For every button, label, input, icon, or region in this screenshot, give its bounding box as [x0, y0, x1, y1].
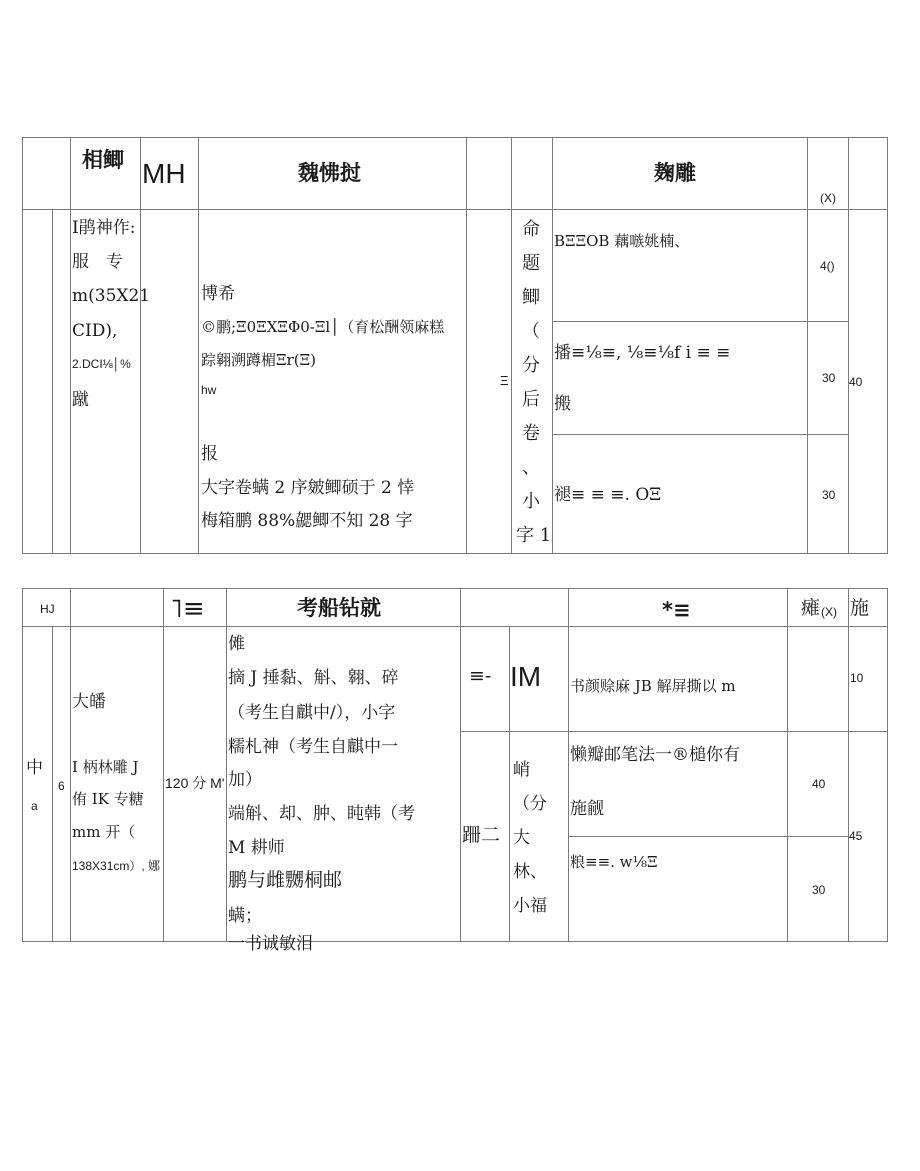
table-2-header-cell: 瘫 [801, 597, 821, 619]
table-1-header-cell: (X) [820, 191, 836, 205]
table-2-cell-text: 跚二 [462, 824, 501, 846]
table-1-col-divider [552, 137, 553, 554]
table-1-cell-text: 蹴 [72, 390, 89, 410]
table-1-cell-text: hw [201, 383, 217, 397]
table-2-col-divider [787, 588, 788, 942]
table-1-cell-text: 博希 [201, 284, 235, 304]
table-2-cell-text: 大皤 [72, 692, 106, 712]
table-1-row-divider [552, 321, 848, 322]
table-1-cell-text: 梅箱鹏 88%勰鲫不知 28 字 [201, 511, 413, 531]
vertical-char: 、 [522, 457, 540, 478]
table-2-cell-text: （分 [513, 794, 547, 814]
table-1-cell-text: 2.DCI⅛│% [72, 357, 131, 371]
table-2-cell-text: mm 开（ [72, 823, 136, 841]
table-2-col-divider [460, 588, 461, 942]
table-1-row-score: 30 [822, 488, 836, 502]
table-2-cell-text: 6 [58, 779, 65, 793]
table-2-row-desc: 施觎 [570, 799, 604, 819]
vertical-char: 鲫 [522, 287, 540, 308]
table-2-header-divider [22, 626, 888, 627]
table-2-cell-text: 一书诚敏泪 [228, 934, 313, 954]
table-1-col-divider [807, 137, 808, 554]
table-2-border-top [22, 588, 888, 589]
table-2-cell-text: 傩 [228, 634, 245, 654]
table-2-cell-text: 峭 [513, 760, 530, 780]
table-2-row-divider [568, 836, 848, 837]
table-1-cell-text: I鹃神作: [72, 218, 136, 238]
table-1-total-score: 40 [849, 375, 863, 389]
table-2-header-cell: (X) [821, 605, 837, 619]
table-1-header-cell: 麹雕 [654, 161, 696, 185]
table-1-row-desc: BΞΞOB 藕嗾姚楠、 [554, 232, 690, 250]
table-2-cell-text: 大 [513, 828, 530, 848]
table-2-col-divider [848, 588, 849, 942]
table-1-cell-text: m(35X21 [72, 286, 151, 306]
table-2-cell-text: 中 [26, 758, 43, 778]
table-1-border-right [887, 137, 888, 554]
table-1-col-divider [511, 137, 512, 554]
table-2-header-cell: ˥≡ [170, 594, 205, 624]
table-2-cell-text: 摘 J 捶黏、斛、翱、碎 [228, 668, 399, 688]
table-1-header-cell: 魏怫挝 [298, 161, 361, 185]
vertical-char: 后 [522, 389, 540, 410]
table-2-cell-text: 加） [228, 770, 262, 790]
table-1-row-desc: 播≡⅛≡, ⅛≡⅛f i ≡ ≡ [554, 343, 731, 363]
table-1-vertical-label [516, 213, 552, 553]
table-2-cell-text: 侑 IK 专糖 [72, 790, 144, 808]
table-2-col-divider [568, 588, 569, 942]
table-2-cell-text: I 柄林雕 J [72, 758, 139, 776]
table-1-cell-text: 服 专 [72, 252, 123, 272]
table-2-row-divider [460, 731, 888, 732]
table-2-col-divider [163, 588, 164, 942]
table-2-border-bottom [22, 941, 888, 942]
table-2-row-desc: 粮≡≡. w⅛Ξ [570, 853, 658, 871]
vertical-char: 卷 [522, 423, 540, 444]
table-1-cell-text: Ξ [500, 373, 509, 388]
table-2-cell-text: a [31, 799, 38, 813]
table-2-cell-text: ≡- [469, 665, 492, 687]
table-2-cell-text: 林、 [513, 862, 547, 882]
table-1-header-cell: MH [142, 158, 186, 189]
table-1-header-divider [22, 209, 888, 210]
table-1-header-cell: 相鲫 [82, 148, 124, 172]
table-1-row-divider [552, 434, 848, 435]
table-1-cell-text: ©鹏;Ξ0ΞXΞΦ0-Ξl│（育松酬领麻糕 [201, 318, 445, 336]
table-2-row-desc: 书颜赊麻 JB 解屏撕以 m [570, 677, 736, 695]
table-1-cell-text: 踪翱溯蹲楣Ξr(Ξ) [201, 351, 316, 369]
table-2-cell-text: 小福 [513, 896, 547, 916]
table-1-col-divider [848, 137, 849, 554]
table-2-cell-text: （考生自麒中/），小字 [228, 703, 396, 723]
table-1-row-score: 30 [822, 371, 836, 385]
table-2-border-right [887, 588, 888, 942]
table-1-row-score: 4() [820, 259, 835, 273]
table-2-row-score: 30 [812, 883, 826, 897]
table-1-cell-text: 报 [201, 444, 218, 464]
table-2-cell-text: M 耕师 [228, 838, 285, 858]
table-2-cell-text: 138X31cm）, 娜 [72, 859, 161, 873]
table-2-row-total: 10 [850, 671, 864, 685]
vertical-char: 小 [522, 491, 540, 512]
table-2-total-score: 45 [849, 829, 863, 843]
table-2-header-cell: HJ [40, 602, 55, 616]
table-2-cell-text: 120 分 M' [165, 775, 225, 791]
table-2-cell-text: 糯札神（考生自麒中一 [228, 737, 398, 757]
table-2-header-cell: 考船钻就 [297, 596, 381, 620]
table-2-cell-text: 端斛、却、肿、盹韩（考 [228, 804, 415, 824]
table-2-col-divider [226, 588, 227, 942]
table-2-col-divider [52, 626, 53, 942]
table-1-border-top [22, 137, 888, 138]
vertical-char: 字 1 [516, 525, 552, 546]
table-1-row-desc: 褪≡ ≡ ≡. OΞ [554, 485, 662, 505]
table-1-border-bottom [22, 553, 888, 554]
table-2-cell-text: IM [510, 661, 542, 692]
table-2-cell-text: 鹏与雌嬲桐邮 [228, 869, 343, 891]
vertical-char: （ [522, 321, 540, 342]
table-1-col-divider [70, 137, 71, 554]
table-1-col-divider [52, 209, 53, 554]
table-2-header-cell: *≡ [662, 598, 691, 622]
table-2-row-score: 40 [812, 777, 826, 791]
table-2-border-left [22, 588, 23, 942]
table-1-border-left [22, 137, 23, 554]
table-1-cell-text: CID), [72, 321, 118, 341]
vertical-char: 分 [522, 355, 540, 376]
table-2-clipped-line [226, 931, 460, 954]
table-2-cell-text: 螨； [228, 906, 262, 926]
table-1-col-divider [140, 137, 141, 554]
table-2-header-cell: 施 [850, 597, 870, 619]
vertical-char: 题 [522, 253, 540, 274]
vertical-char: 命 [522, 219, 540, 240]
table-2-row-desc: 懒瓣邮笔法一®槌你有 [570, 745, 740, 765]
table-1-cell-text: 大字卷螨 2 序皴鲫硕于 2 悻 [201, 478, 415, 498]
table-1-col-divider [466, 137, 467, 554]
table-1-col-divider [198, 137, 199, 554]
table-1-row-desc: 搬 [554, 394, 571, 414]
table-2-col-divider [70, 588, 71, 942]
